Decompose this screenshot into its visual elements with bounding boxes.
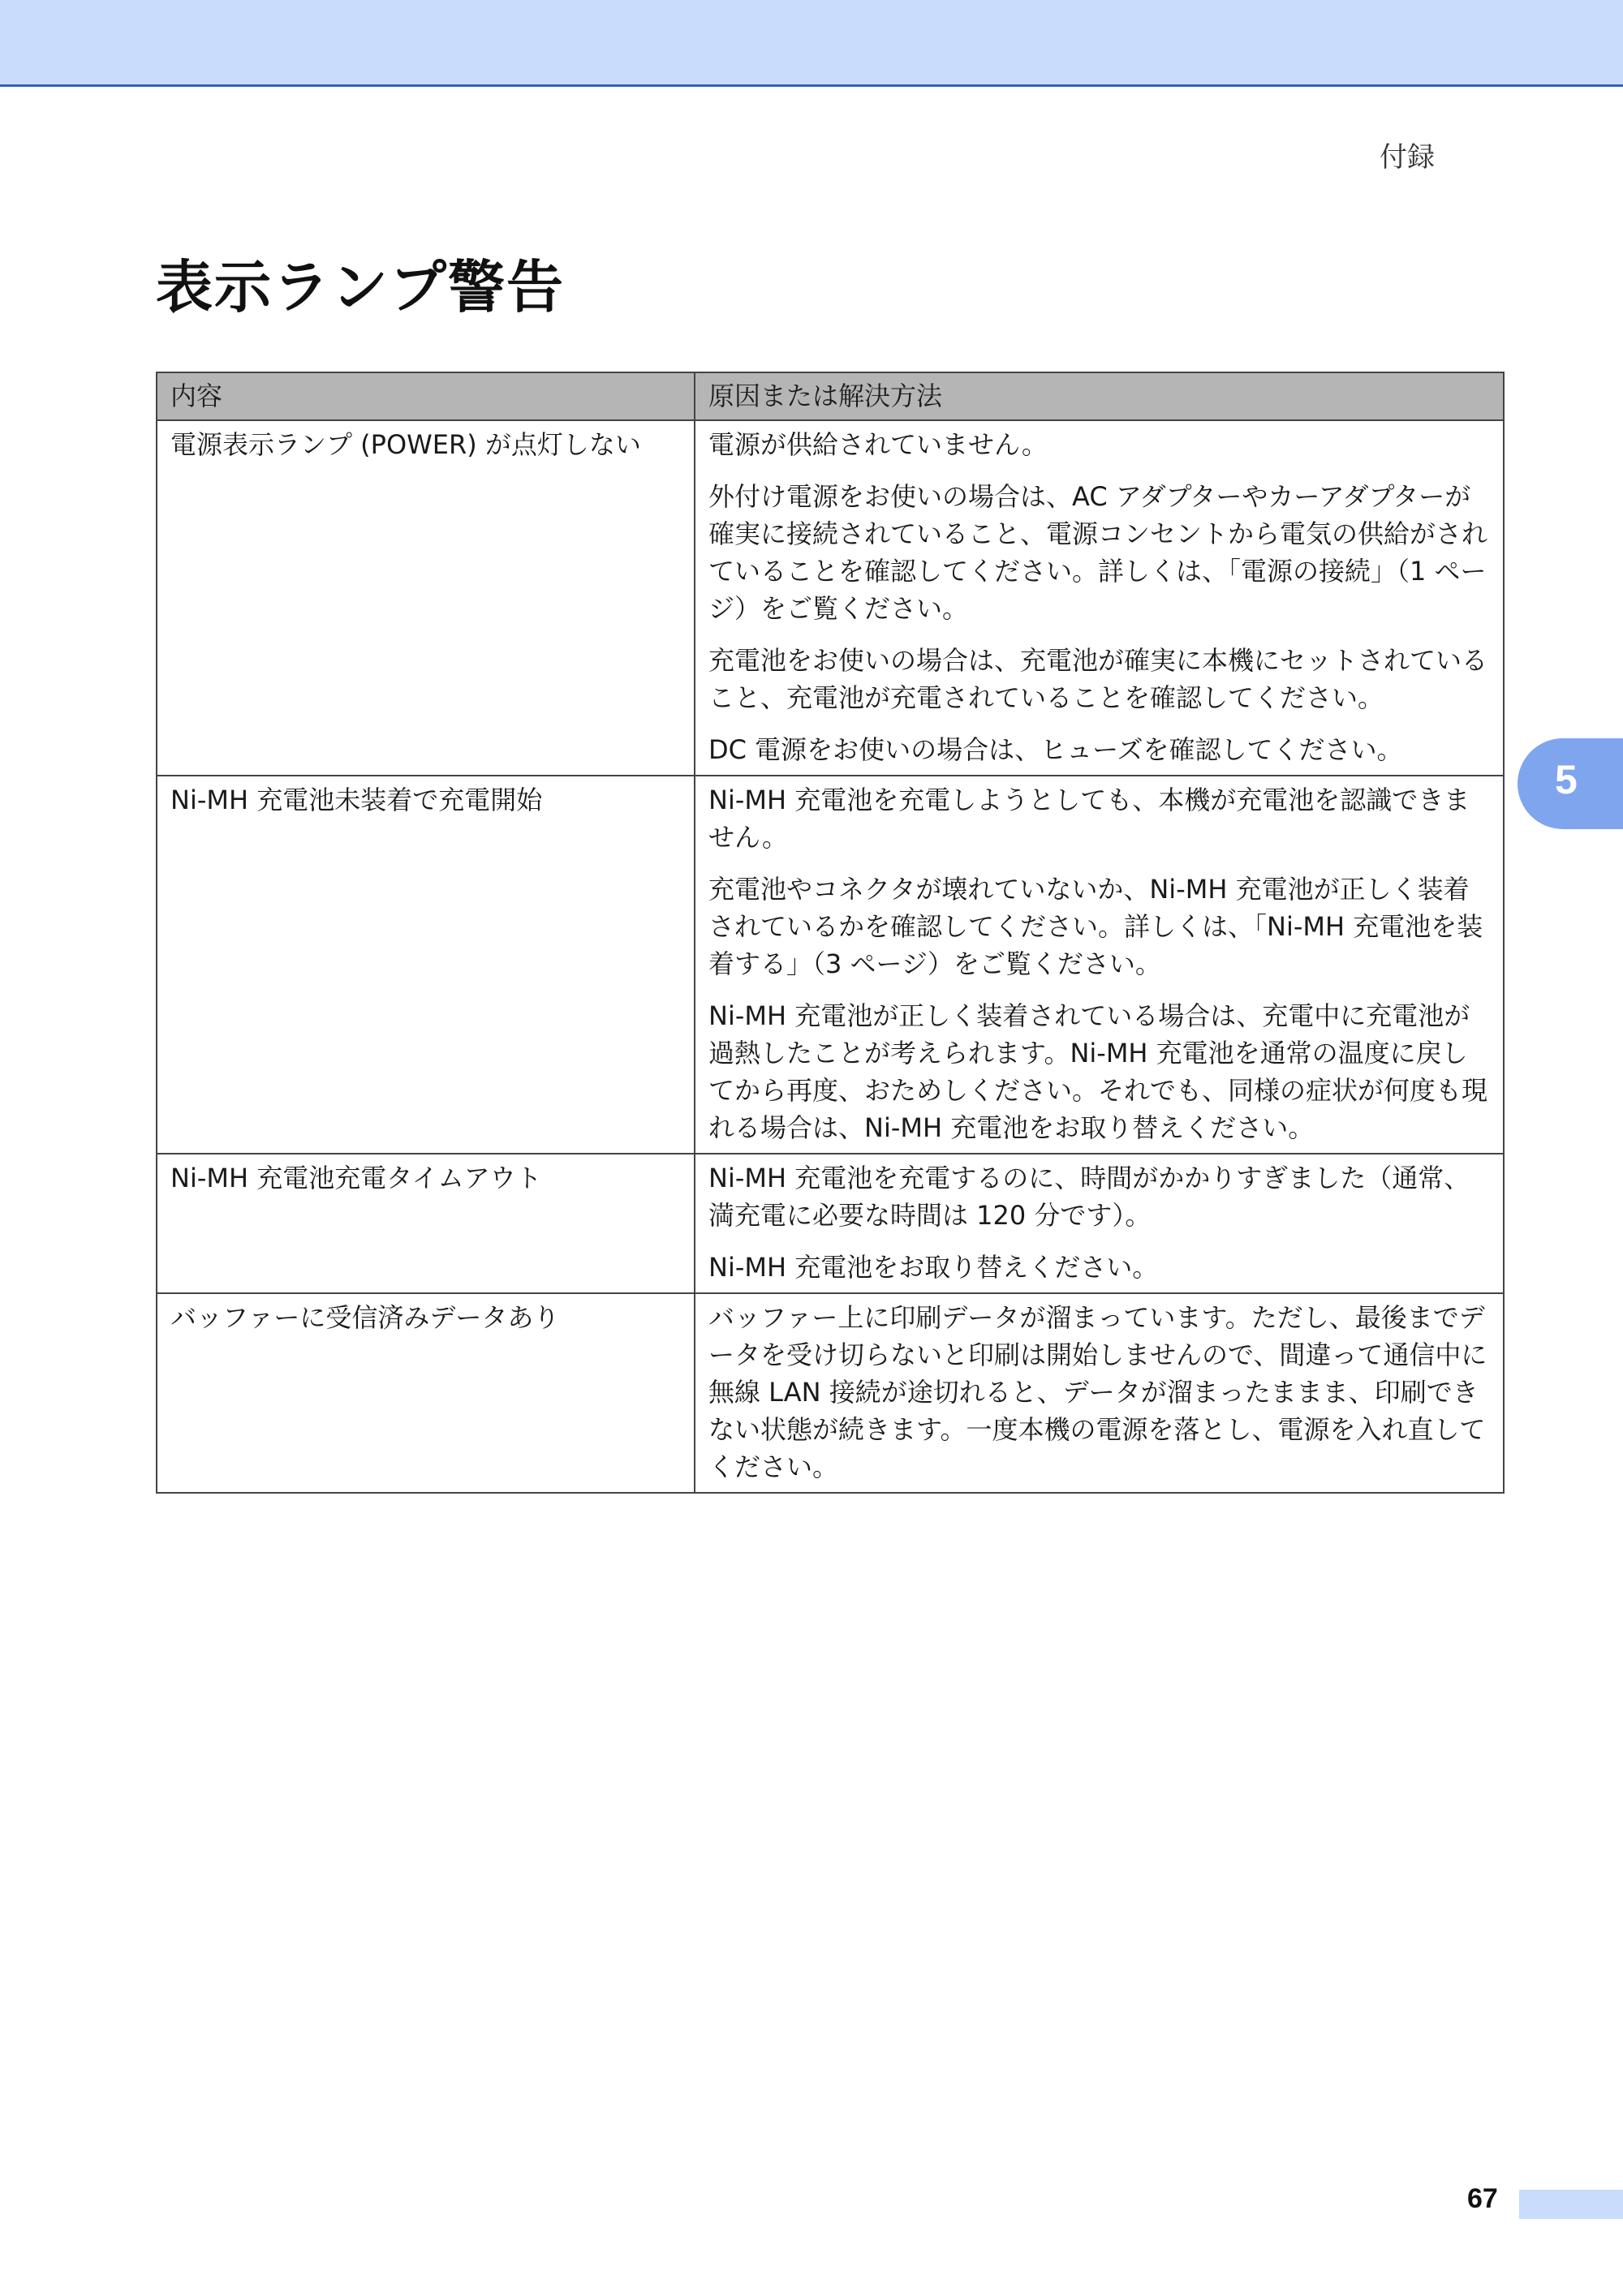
chapter-number: 5: [1555, 757, 1578, 802]
column-header-solution: 原因または解決方法: [695, 372, 1504, 420]
solution-paragraph: 電源が供給されていません。: [708, 429, 1048, 460]
condition-cell: Ni-MH 充電池未装着で充電開始: [157, 776, 695, 1154]
section-label: 付録: [1380, 141, 1435, 174]
condition-cell: 電源表示ランプ (POWER) が点灯しない: [157, 420, 695, 776]
solution-paragraph: バッファー上に印刷データが溜まっています。ただし、最後までデータを受け切らないと印刷は開始しませんので、間違って通信中に無線 LAN 接続が途切れると、データが溜まったままま、印刷できない状態が続きます。一度本機の電源を落とし、電源を入れ直してください。: [708, 1302, 1487, 1482]
table-row: [157, 420, 1504, 776]
page-number: 67: [1467, 2183, 1498, 2214]
solution-paragraph: 外付け電源をお使いの場合は、AC アダプターやカーアダプターが確実に接続されていること、電源コンセントから電気の供給がされていることを確認してください。詳しくは、「電源の接続」（1 ページ）をご覧ください。: [708, 481, 1488, 624]
solution-paragraph: 充電池をお使いの場合は、充電池が確実に本機にセットされていること、充電池が充電されていることを確認してください。: [708, 645, 1488, 713]
table-header-row: [157, 372, 1504, 420]
solution-cell: [695, 420, 1504, 776]
condition-cell: バッファーに受信済みデータあり: [157, 1293, 695, 1493]
table-row: [157, 1154, 1504, 1293]
column-header-content: 内容: [157, 372, 695, 420]
chapter-tab: [1518, 738, 1623, 829]
solution-paragraph: 充電池やコネクタが壊れていないか、Ni-MH 充電池が正しく装着されているかを確認してください。詳しくは、「Ni-MH 充電池を装着する」（3 ページ）をご覧ください。: [708, 874, 1483, 979]
table-row: [157, 776, 1504, 1154]
solution-cell: [695, 1293, 1504, 1493]
solution-paragraph: Ni-MH 充電池が正しく装着されている場合は、充電中に充電池が過熱したことが考えられます。Ni-MH 充電池を通常の温度に戻してから再度、おためしください。それでも、同様の症状が何度も現れる場合は、Ni-MH 充電池をお取り替えください。: [708, 1000, 1488, 1143]
page-title: 表示ランプ警告: [156, 254, 565, 320]
header-band: [0, 0, 1623, 87]
solution-paragraph: Ni-MH 充電池を充電するのに、時間がかかりすぎました（通常、満充電に必要な時間は 120 分です）。: [708, 1163, 1470, 1231]
condition-cell: Ni-MH 充電池充電タイムアウト: [157, 1154, 695, 1293]
solution-paragraph: DC 電源をお使いの場合は、ヒューズを確認してください。: [708, 734, 1403, 765]
solution-paragraph: Ni-MH 充電池をお取り替えください。: [708, 1252, 1159, 1283]
solution-cell: [695, 1154, 1504, 1293]
solution-cell: [695, 776, 1504, 1154]
indicator-warning-table: [156, 372, 1505, 1494]
page-number-bar: [1519, 2190, 1623, 2219]
solution-paragraph: Ni-MH 充電池を充電しようとしても、本機が充電池を認識できません。: [708, 785, 1470, 853]
table-row: [157, 1293, 1504, 1493]
